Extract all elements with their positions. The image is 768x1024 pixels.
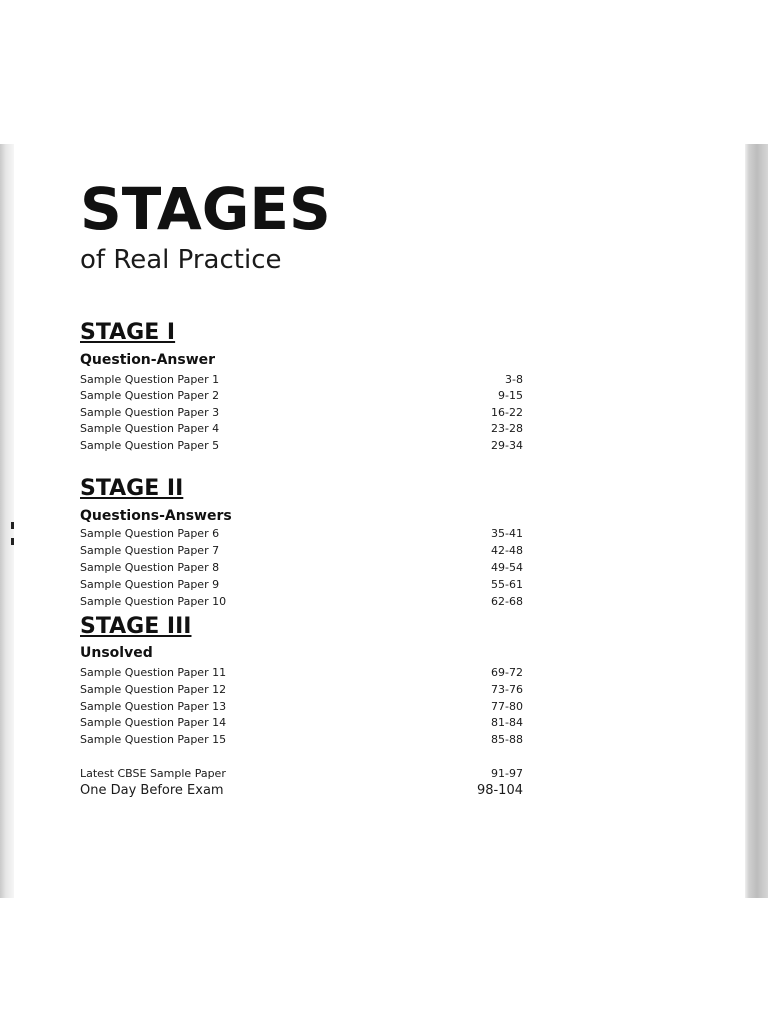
contents-row: [80, 525, 523, 542]
contents-label: Sample Question Paper 8: [80, 561, 220, 574]
contents-row: [80, 542, 523, 559]
page-right-edge: [745, 144, 768, 898]
contents-row: [80, 765, 523, 782]
contents-pages: 55-61: [491, 578, 523, 591]
stage-heading: STAGE II: [80, 476, 184, 501]
contents-row: [80, 437, 523, 454]
contents-pages: 42-48: [491, 544, 523, 557]
contents-row: [80, 681, 523, 698]
contents-pages: 49-54: [491, 561, 523, 574]
contents-label: Sample Question Paper 14: [80, 716, 227, 729]
contents-pages: 9-15: [498, 389, 523, 402]
contents-label: Latest CBSE Sample Paper: [80, 767, 226, 780]
contents-label: Sample Question Paper 11: [80, 666, 227, 679]
contents-row: [80, 664, 523, 681]
contents-row: [80, 714, 523, 731]
contents-label: Sample Question Paper 2: [80, 389, 220, 402]
contents-pages: 16-22: [491, 406, 523, 419]
stage-heading: STAGE III: [80, 614, 192, 639]
stage-heading: STAGE I: [80, 320, 176, 345]
contents-row: [80, 371, 523, 388]
stage-subheading: Question-Answer: [80, 352, 216, 368]
contents-pages: 62-68: [491, 595, 523, 608]
contents-pages: 73-76: [491, 683, 523, 696]
contents-pages: 81-84: [491, 716, 523, 729]
contents-pages: 91-97: [491, 767, 523, 780]
stage-subheading: Unsolved: [80, 645, 153, 661]
contents-pages: 69-72: [491, 666, 523, 679]
contents-label: Sample Question Paper 10: [80, 595, 227, 608]
contents-label: Sample Question Paper 1: [80, 373, 220, 386]
stage-subheading: Questions-Answers: [80, 508, 232, 524]
contents-label: Sample Question Paper 15: [80, 733, 227, 746]
contents-label: One Day Before Exam: [80, 783, 224, 798]
contents-pages: 3-8: [505, 373, 523, 386]
contents-label: Sample Question Paper 13: [80, 700, 227, 713]
binding-mark: [11, 538, 14, 545]
page-left-edge: [0, 144, 14, 898]
contents-row: [80, 420, 523, 437]
contents-label: Sample Question Paper 4: [80, 422, 220, 435]
page-title: STAGES: [80, 175, 331, 243]
contents-label: Sample Question Paper 7: [80, 544, 220, 557]
contents-row: [80, 559, 523, 576]
contents-row: [80, 387, 523, 404]
contents-pages: 85-88: [491, 733, 523, 746]
contents-pages: 35-41: [491, 527, 523, 540]
contents-row: [80, 593, 523, 610]
contents-pages: 29-34: [491, 439, 523, 452]
contents-pages: 77-80: [491, 700, 523, 713]
contents-label: Sample Question Paper 6: [80, 527, 220, 540]
contents-pages: 23-28: [491, 422, 523, 435]
contents-row: [80, 731, 523, 748]
contents-pages: 98-104: [476, 783, 523, 798]
contents-row: [80, 782, 523, 799]
contents-row: [80, 576, 523, 593]
binding-mark: [11, 522, 14, 529]
contents-label: Sample Question Paper 3: [80, 406, 220, 419]
contents-label: Sample Question Paper 9: [80, 578, 220, 591]
contents-row: [80, 404, 523, 421]
contents-label: Sample Question Paper 12: [80, 683, 227, 696]
contents-label: Sample Question Paper 5: [80, 439, 220, 452]
contents-row: [80, 698, 523, 715]
page-subtitle: of Real Practice: [80, 245, 282, 275]
